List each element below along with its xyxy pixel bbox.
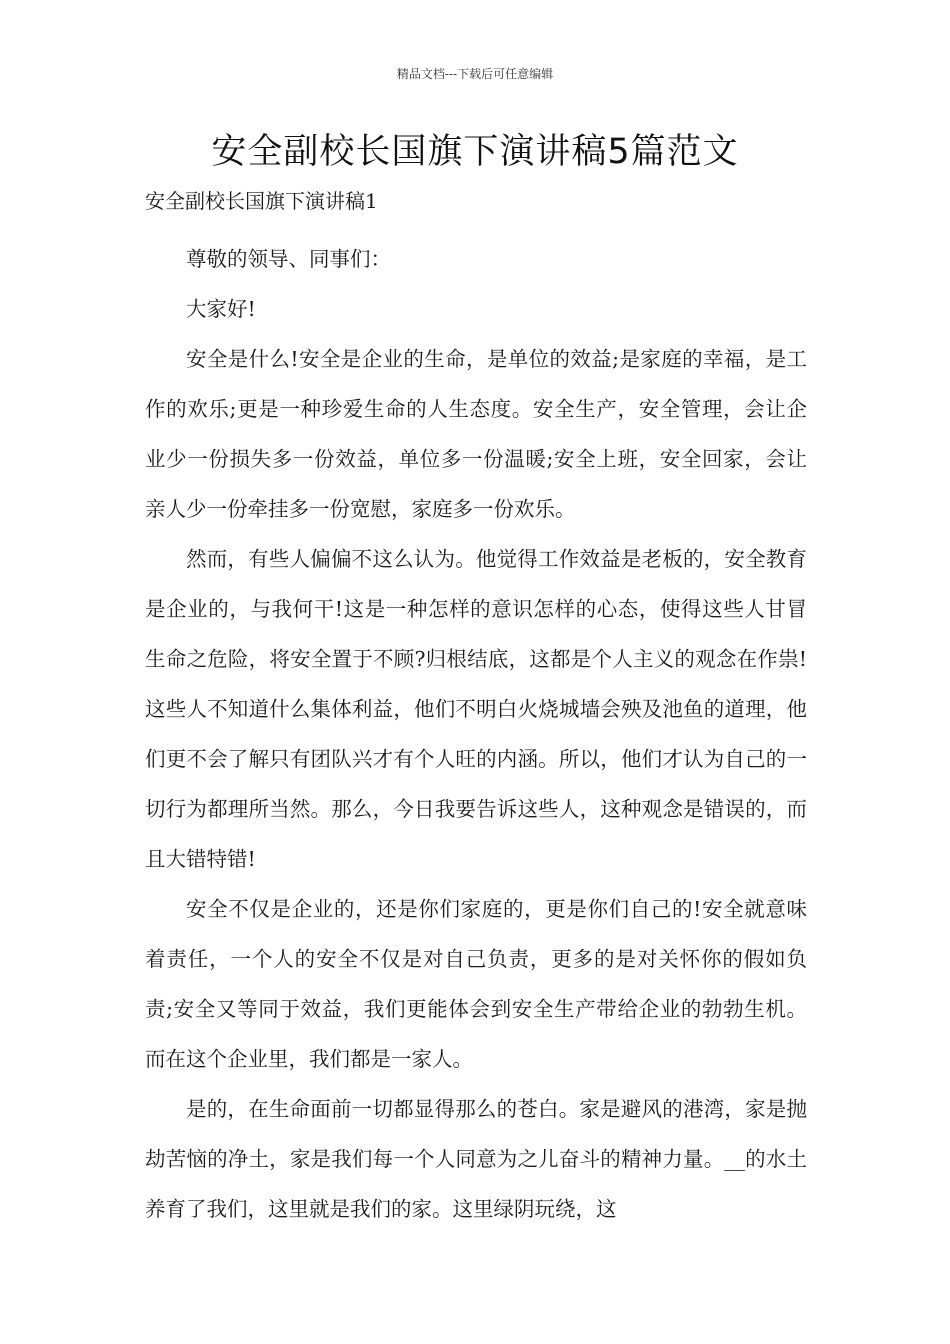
paragraph: 安全是什么!安全是企业的生命，是单位的效益;是家庭的幸福，是工作的欢乐;更是一种珍爱生命的人生态度。安全生产，安全管理，会让企业少一份损失多一份效益，单位多一份温暖;安全上班，安全回家，会让亲人少一份牵挂多一份宽慰，家庭多一份欢乐。 bbox=[145, 347, 807, 521]
paragraph: 尊敬的领导、同事们： bbox=[186, 247, 391, 271]
section-subtitle: 安全副校长国旗下演讲稿1 bbox=[145, 189, 378, 213]
paragraph: 然而，有些人偏偏不这么认为。他觉得工作效益是老板的，安全教育是企业的，与我何干!这是一种怎样的意识怎样的心态，使得这些人甘冒生命之危险，将安全置于不顾?归根结底，这都是个人主义的观念在作祟!这些人不知道什么集体利益，他们不明白火烧城墙会殃及池鱼的道理，他们更不会了解只有团队兴才有个人旺的内涵。所以，他们才认为自己的一切行为都理所当然。那么，今日我要告诉这些人，这种观念是错误的，而且大错特错! bbox=[145, 547, 807, 871]
paragraph: 是的，在生命面前一切都显得那么的苍白。家是避风的港湾，家是抛劫苦恼的净土，家是我们每一个人同意为之儿奋斗的精神力量。__的水土养育了我们，这里就是我们的家。这里绿阴玩绕，这 bbox=[145, 1097, 807, 1221]
document-title: 安全副校长国旗下演讲稿5篇范文 bbox=[211, 132, 739, 172]
paragraph: 大家好! bbox=[186, 297, 256, 321]
document-body bbox=[145, 234, 807, 1234]
paragraph: 安全不仅是企业的，还是你们家庭的，更是你们自己的!安全就意味着责任，一个人的安全不仅是对自己负责，更多的是对关怀你的假如负责;安全又等同于效益，我们更能体会到安全生产带给企业的勃勃生机。而在这个企业里，我们都是一家人。 bbox=[145, 897, 807, 1071]
header-note: 精品文档---下载后可任意编辑 bbox=[396, 67, 554, 81]
